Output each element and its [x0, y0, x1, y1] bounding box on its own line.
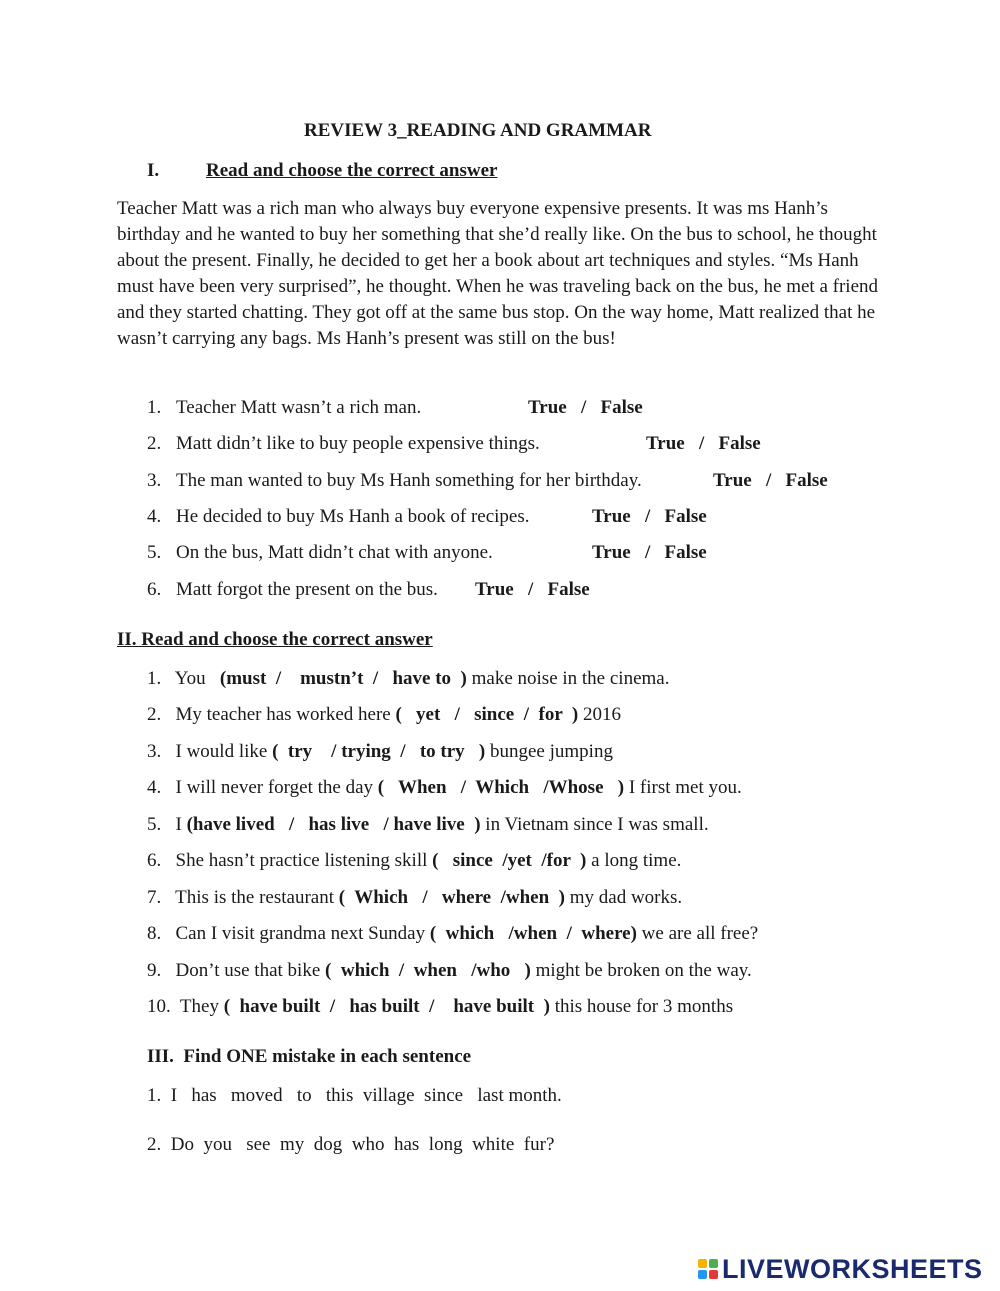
- answer-options[interactable]: (have lived / has live / have live ): [186, 814, 481, 835]
- item-pre: I would like: [175, 741, 273, 762]
- answer-options[interactable]: ( which / when /who ): [325, 960, 531, 981]
- mistake-sentence[interactable]: Do you see my dog who has long white fur?: [170, 1134, 555, 1155]
- tf-item-text: Matt forgot the present on the bus.: [176, 579, 438, 600]
- answer-options[interactable]: ( yet / since / for ): [395, 704, 579, 725]
- item-number: 4.: [147, 777, 162, 798]
- item-post: we are all free?: [636, 923, 759, 944]
- item-pre: You: [174, 668, 220, 689]
- answer-options[interactable]: ( Which / where /when ): [338, 887, 565, 908]
- item-pre: They: [179, 996, 224, 1017]
- item-pre: I will never forget the day: [175, 777, 378, 798]
- tf-item-number: 1.: [147, 397, 162, 418]
- item-number: 10.: [147, 996, 171, 1017]
- item-pre: I: [175, 814, 187, 835]
- item-post: I first met you.: [624, 777, 742, 798]
- true-false-choice[interactable]: True / False: [646, 433, 761, 454]
- item-post: a long time.: [586, 850, 682, 871]
- grammar-item: [147, 777, 742, 799]
- item-pre: She hasn’t practice listening skill: [175, 850, 433, 871]
- item-number: 8.: [147, 923, 162, 944]
- answer-options[interactable]: ( When / Which /Whose ): [377, 777, 625, 798]
- item-pre: Don’t use that bike: [175, 960, 326, 981]
- grammar-item: [147, 668, 669, 690]
- answer-options[interactable]: ( have built / has built / have built ): [223, 996, 550, 1017]
- answer-options[interactable]: ( since /yet /for ): [432, 850, 587, 871]
- page-title: REVIEW 3_READING AND GRAMMAR: [304, 120, 652, 141]
- section1-number: I.: [147, 160, 160, 181]
- item-post: this house for 3 months: [549, 996, 734, 1017]
- reading-passage: Teacher Matt was a rich man who always buy everyone expensive presents. It was ms Hanh’s birthday and he wanted to buy her something that she’d really like. On the bus to school, he thought about the present. Finally, he decided to get her a book about art techniques and styles. “Ms Hanh must have been very surprised”, he thought. When he was traveling back on the bus, he met a friend and they started chatting. They got off at the same bus stop. On the way home, Matt realized that he wasn’t carrying any bags. Ms Hanh’s present was still on the bus!: [117, 198, 879, 349]
- item-number: 7.: [147, 887, 162, 908]
- item-post: bungee jumping: [485, 741, 613, 762]
- mistake-item: [147, 1085, 562, 1107]
- tf-item-text: He decided to buy Ms Hanh a book of recipes.: [176, 506, 530, 527]
- grammar-item: [147, 850, 681, 872]
- item-number: 1.: [147, 1085, 162, 1106]
- item-number: 9.: [147, 960, 162, 981]
- grammar-item: [147, 704, 621, 726]
- answer-options[interactable]: ( which /when / where): [429, 923, 637, 944]
- tf-item-text: On the bus, Matt didn’t chat with anyone.: [176, 542, 493, 563]
- grammar-item: [147, 814, 709, 836]
- tf-item-text: Matt didn’t like to buy people expensive things.: [176, 433, 540, 454]
- mistake-item: [147, 1134, 554, 1156]
- item-number: 5.: [147, 814, 162, 835]
- item-post: 2016: [578, 704, 621, 725]
- grammar-item: [147, 887, 682, 909]
- item-number: 2.: [147, 1134, 162, 1155]
- item-post: in Vietnam since I was small.: [480, 814, 709, 835]
- answer-options[interactable]: (must / mustn’t / have to ): [219, 668, 467, 689]
- tf-item-text: Teacher Matt wasn’t a rich man.: [176, 397, 422, 418]
- item-number: 3.: [147, 741, 162, 762]
- tf-item-number: 6.: [147, 579, 162, 600]
- grammar-item: [147, 996, 733, 1018]
- grammar-item: [147, 960, 752, 982]
- tf-item-text: The man wanted to buy Ms Hanh something for her birthday.: [176, 470, 642, 491]
- true-false-choice[interactable]: True / False: [713, 470, 828, 491]
- true-false-choice[interactable]: True / False: [592, 542, 707, 563]
- true-false-choice[interactable]: True / False: [528, 397, 643, 418]
- true-false-choice[interactable]: True / False: [592, 506, 707, 527]
- tf-item-number: 4.: [147, 506, 162, 527]
- grammar-item: [147, 741, 613, 763]
- true-false-choice[interactable]: True / False: [475, 579, 590, 600]
- mistake-sentence[interactable]: I has moved to this village since last month.: [170, 1085, 562, 1106]
- liveworksheets-logo: [698, 1254, 983, 1284]
- tf-item-number: 2.: [147, 433, 162, 454]
- grammar-item: [147, 923, 758, 945]
- logo-text: LIVEWORKSHEETS: [722, 1253, 983, 1284]
- section3-heading: III. Find ONE mistake in each sentence: [147, 1046, 472, 1067]
- section2-heading: II. Read and choose the correct answer: [117, 629, 433, 650]
- logo-blocks-icon: [698, 1259, 718, 1279]
- item-number: 1.: [147, 668, 162, 689]
- answer-options[interactable]: ( try / trying / to try ): [272, 741, 486, 762]
- section1-heading: Read and choose the correct answer: [206, 160, 498, 181]
- tf-item-number: 5.: [147, 542, 162, 563]
- item-post: my dad works.: [565, 887, 683, 908]
- item-pre: Can I visit grandma next Sunday: [175, 923, 430, 944]
- item-pre: My teacher has worked here: [175, 704, 396, 725]
- tf-item-number: 3.: [147, 470, 162, 491]
- item-pre: This is the restaurant: [175, 887, 339, 908]
- item-post: make noise in the cinema.: [466, 668, 670, 689]
- item-number: 2.: [147, 704, 162, 725]
- item-post: might be broken on the way.: [530, 960, 752, 981]
- item-number: 6.: [147, 850, 162, 871]
